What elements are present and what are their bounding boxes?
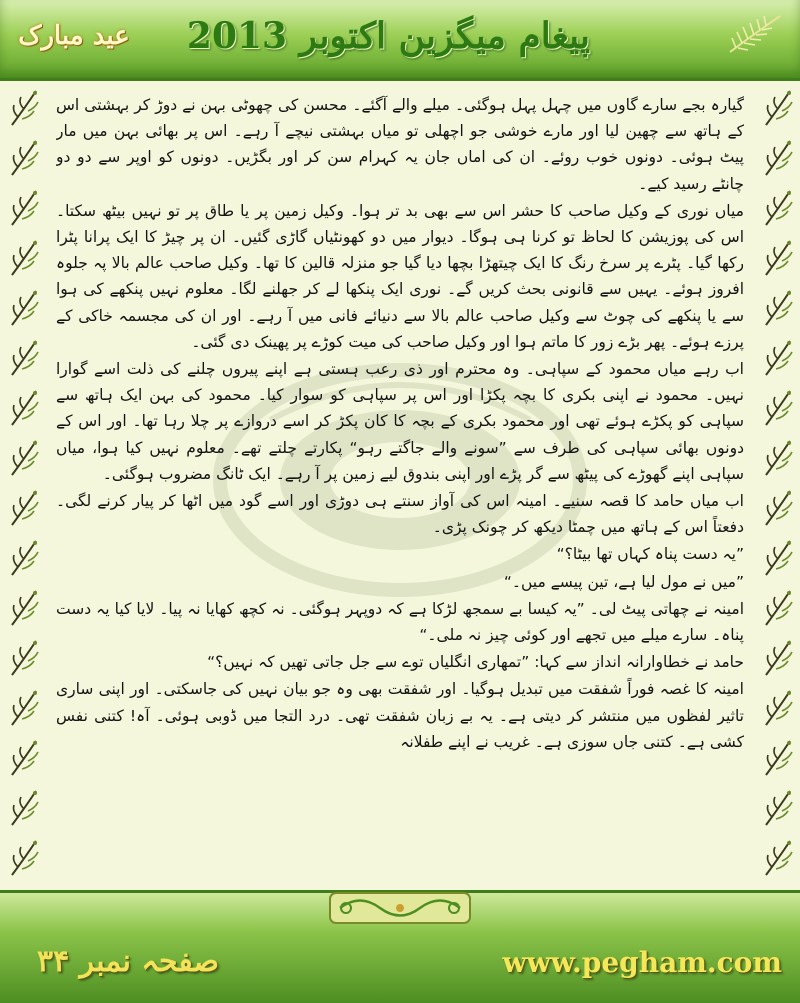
eid-flourish-icon — [4, 785, 44, 829]
website-link[interactable]: www.pegham.com — [502, 946, 782, 979]
right-ornament-border — [754, 85, 800, 885]
eid-flourish-icon — [4, 185, 44, 229]
eid-flourish-icon — [758, 335, 798, 379]
article-paragraph: ”یہ دست پناہ کہاں تھا بیٹا؟“ — [556, 545, 744, 564]
eid-flourish-icon — [758, 435, 798, 479]
eid-flourish-icon — [758, 385, 798, 429]
eid-flourish-icon — [758, 285, 798, 329]
eid-mubarak-logo: عید مبارک — [18, 21, 130, 51]
eid-flourish-icon — [4, 285, 44, 329]
eid-flourish-icon — [758, 185, 798, 229]
scroll-ornament-icon — [320, 887, 480, 937]
eid-flourish-icon — [4, 385, 44, 429]
eid-flourish-icon — [758, 485, 798, 529]
eid-flourish-icon — [4, 635, 44, 679]
eid-flourish-icon — [4, 585, 44, 629]
eid-flourish-icon — [758, 585, 798, 629]
eid-flourish-icon — [4, 535, 44, 579]
article-paragraph: حامد نے خطاوارانہ انداز سے کہا: ”تمھاری انگلیاں توے سے جل جاتی تھیں کہ نہیں؟“ — [207, 653, 744, 672]
eid-flourish-icon — [758, 685, 798, 729]
eid-flourish-icon — [758, 635, 798, 679]
palm-frond-icon — [726, 12, 782, 56]
eid-flourish-icon — [758, 785, 798, 829]
article-paragraph: ”میں نے مول لیا ہے، تین پیسے میں۔“ — [503, 572, 744, 591]
header-banner — [0, 0, 800, 81]
eid-flourish-icon — [758, 735, 798, 779]
eid-flourish-icon — [4, 435, 44, 479]
magazine-title: پیغام میگزین اکتوبر 2013 — [186, 15, 590, 57]
article-paragraph: گیارہ بجے سارے گاوں میں چہل پہل ہوگئی۔ میلے والے آگئے۔ محسن کی چھوٹی بہن نے دوڑ کر بہشتی اس کے ہاتھ سے چھین لیا اور مارے خوشی جو اچھلی تو میاں بہشتی نیچے آ رہے۔ اس پر بھائی بہن میں مار پیٹ ہوئی۔ دونوں خوب روئے۔ ان کی اماں جان یہ کہرام سن کر اور بگڑیں۔ دونوں کو اوپر سے دو دو چانٹے رسید کیے۔ — [56, 96, 744, 193]
article-body — [56, 92, 744, 882]
eid-flourish-icon — [4, 235, 44, 279]
eid-flourish-icon — [4, 835, 44, 879]
left-ornament-border — [0, 85, 46, 885]
eid-flourish-icon — [4, 335, 44, 379]
eid-flourish-icon — [758, 135, 798, 179]
eid-flourish-icon — [758, 835, 798, 879]
article-paragraph: اب رہے میاں محمود کے سپاہی۔ وہ محترم اور ذی رعب ہستی ہے اپنے پیروں چلنے کی ذلت اسے گوارا نہیں۔ محمود نے اپنی بکری کا بچہ پکڑا اور اس پر سپاہی کو سوار کیا۔ محمود کی بہن ایک ہاتھ سے سپاہی کو پکڑے ہوئے تھی اور محمود بکری کے بچہ کا کان پکڑ کر اسے دروازے پر چلا رہا تھا۔ اور اس کے دونوں بھائی سپاہی کی طرف سے ”سونے والے جاگتے رہو“ پکارتے چلتے تھے۔ معلوم نہیں کیا ہوا، میاں سپاہی اپنے گھوڑے کی پیٹھ سے گر پڑے اور اپنی بندوق لیے زمین پر آ رہے۔ ایک ٹانگ مضروب ہوگئی۔ — [56, 360, 744, 483]
article-paragraph: اب میاں حامد کا قصہ سنیے۔ امینہ اس کی آواز سنتے ہی دوڑی اور اسے گود میں اٹھا کر پیار کرنے لگی۔ دفعتاً اس کے ہاتھ میں چمٹا دیکھ کر چونک پڑی۔ — [56, 492, 744, 537]
eid-flourish-icon — [758, 85, 798, 129]
eid-flourish-icon — [4, 135, 44, 179]
footer-banner — [0, 890, 800, 1003]
article-paragraph: میاں نوری کے وکیل صاحب کا حشر اس سے بھی بد تر ہوا۔ وکیل زمین پر یا طاق پر تو نہیں بیٹھ سکتا۔ اس کی پوزیشن کا لحاظ تو کرنا ہی ہوگا۔ دیوار میں دو کھونٹیاں گاڑی گئیں۔ ان پر چیڑ کا ایک پرانا پٹرا رکھا گیا۔ پٹرے پر سرخ رنگ کا ایک چیتھڑا بچھا دیا گیا جو منزلہ قالین کا تھا۔ وکیل صاحب عالم بالا پہ جلوہ افروز ہوئے۔ یہیں سے قانونی بحث کریں گے۔ نوری ایک پنکھا لے کر جھلنے لگا۔ معلوم نہیں پنکھے کی ہوا سے یا پنکھے کی چوٹ سے وکیل صاحب عالم بالا سے دنیائے فانی میں آ رہے۔ اور ان کی مجسمہ خاکی کے پرزے ہوئے۔ پھر بڑے زور کا ماتم ہوا اور وکیل صاحب کی میت کوڑے پر پھینک دی گئی۔ — [56, 201, 744, 351]
eid-flourish-icon — [758, 235, 798, 279]
eid-flourish-icon — [4, 485, 44, 529]
article-paragraph: امینہ نے چھاتی پیٹ لی۔ ”یہ کیسا بے سمجھ لڑکا ہے کہ دوپہر ہوگئی۔ نہ کچھ کھایا نہ پیا۔ لایا کیا یہ دست پناہ۔ سارے میلے میں تجھے اور کوئی چیز نہ ملی۔“ — [56, 599, 744, 645]
eid-flourish-icon — [4, 735, 44, 779]
page-number: صفحہ نمبر ۳۴ — [36, 944, 219, 979]
article-paragraph: امینہ کا غصہ فوراً شفقت میں تبدیل ہوگیا۔ اور شفقت بھی وہ جو بیان نہیں کی جاسکتی۔ اور اپنی ساری تاثیر لفظوں میں منتشر کر دیتی ہے۔ یہ بے زبان شفقت تھی۔ درد التجا میں ڈوبی ہوئی۔ آہ! کتنی نفس کشی ہے۔ کتنی جاں سوزی ہے۔ غریب نے اپنے طفلانہ — [56, 680, 744, 751]
eid-flourish-icon — [4, 85, 44, 129]
eid-flourish-icon — [758, 535, 798, 579]
eid-flourish-icon — [4, 685, 44, 729]
